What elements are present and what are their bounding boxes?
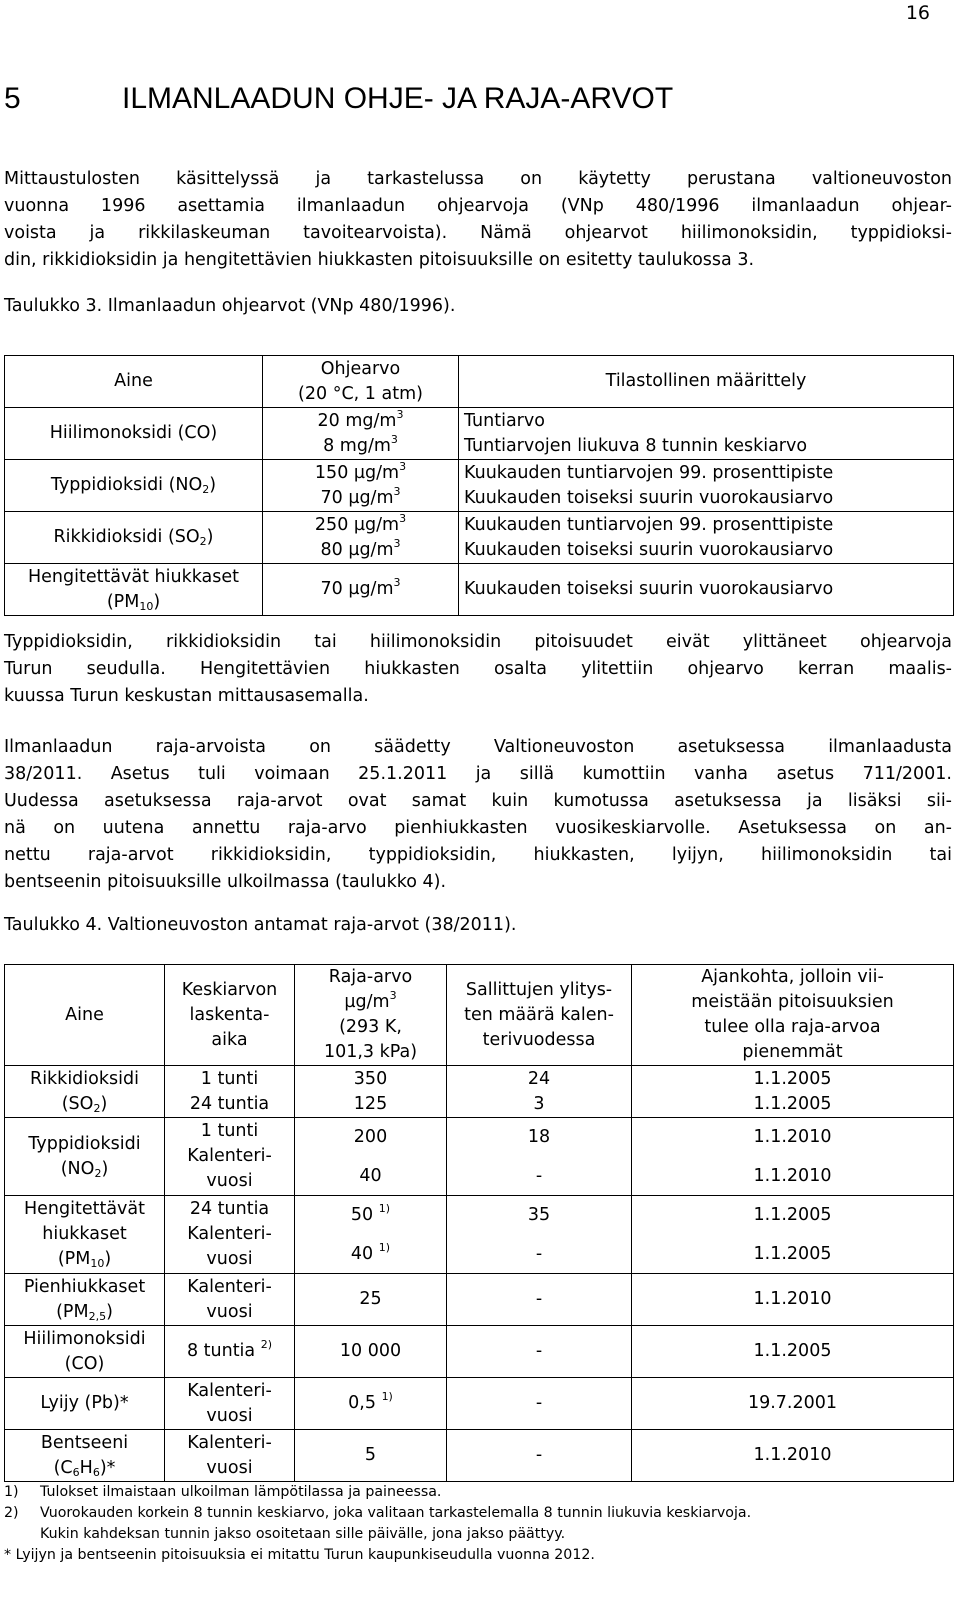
aine-sub: 2,5 — [88, 1309, 107, 1323]
cell-ajankohta: 19.7.2001 — [632, 1378, 954, 1430]
aine-end: ) — [206, 527, 214, 547]
value-text: 80 µg/m — [320, 539, 394, 560]
cell-aika — [165, 1118, 295, 1196]
paragraph-line: kuussa Turun keskustan mittausasemalla. — [4, 686, 369, 706]
unit-sup: 3 — [390, 432, 398, 446]
cell-tilasto: Kuukauden toiseksi suurin vuorokausiarvo — [459, 564, 954, 616]
cell-aika — [165, 1326, 295, 1378]
cell-line: Kalenteri- — [187, 1224, 272, 1244]
aine-sub: 6 — [92, 1465, 100, 1479]
value-line — [263, 461, 458, 486]
header-line: 101,3 kPa) — [323, 1042, 418, 1062]
cell-aine — [5, 1066, 165, 1118]
table-row — [5, 408, 954, 460]
header-line: Ajankohta, jolloin vii- — [701, 967, 884, 987]
table-row — [5, 564, 954, 616]
cell-aika — [165, 1378, 295, 1430]
aine-line: $(PM_{10})$ — [57, 1249, 112, 1270]
cell-sallitut — [447, 1196, 632, 1274]
cell-aine — [5, 1274, 165, 1326]
aine-line: (CO) — [64, 1353, 105, 1374]
header-line: tulee olla raja-arvoa — [704, 1017, 881, 1037]
cell-aika — [165, 1274, 295, 1326]
aika-text: 8 tuntia — [186, 1341, 256, 1361]
note-sup: 1) — [381, 1390, 393, 1403]
footnote — [4, 1545, 751, 1566]
header-line: meistään pitoisuuksien — [691, 992, 894, 1012]
cell-raja: 5 — [295, 1430, 447, 1482]
cell-line: 24 tuntia — [189, 1199, 270, 1219]
header-raja — [295, 965, 447, 1066]
paragraph-line: bentseenin pitoisuuksille ulkoilmassa (taulukko 4). — [4, 872, 447, 892]
note-sup: 1) — [378, 1240, 391, 1254]
cell-aine — [5, 1118, 165, 1196]
cell-ajankohta: 1.1.2005 — [632, 1326, 954, 1378]
value-text: 70 µg/m — [320, 579, 394, 599]
table-row — [5, 1378, 954, 1430]
cell-line: 1.1.2005 — [753, 1068, 832, 1089]
cell-line: Kalenteri- — [187, 1380, 272, 1401]
cell-aine: Hiilimonoksidi (CO) — [5, 408, 263, 460]
value-line — [263, 538, 458, 563]
cell-aine — [5, 564, 263, 616]
cell-sallitut: - — [447, 1378, 632, 1430]
unit-sup: 3 — [389, 989, 397, 1002]
cell-aika — [165, 1430, 295, 1482]
cell-line: 350 — [353, 1068, 388, 1089]
aine-line: Pienhiukkaset — [23, 1276, 146, 1297]
header-line: terivuodessa — [482, 1029, 596, 1050]
raja-value: 50 — [350, 1204, 374, 1225]
cell-line: 1 tunti — [200, 1121, 259, 1141]
aine-text: Typpidioksidi (NO — [50, 475, 203, 495]
table-row — [5, 965, 954, 1066]
aine-line: Rikkidioksidi — [30, 1068, 139, 1089]
aine-line: Hiilimonoksidi — [23, 1328, 146, 1349]
cell-ajankohta: 1.1.2010 — [632, 1274, 954, 1326]
aine-line — [5, 590, 262, 615]
cell-tilasto — [459, 408, 954, 460]
aine-text: (NO — [60, 1158, 95, 1179]
aine-sub: 2 — [94, 1166, 102, 1180]
cell-line: 18 — [527, 1126, 551, 1147]
table3 — [4, 355, 954, 616]
footnote-text: Vuorokauden korkein 8 tunnin keskiarvo, joka valitaan tarkastelemalla 8 tunnin liukuvia keskiarvoja. — [40, 1505, 752, 1521]
cell-line — [295, 1242, 446, 1267]
value-line — [263, 434, 458, 459]
footnote-text: Tulokset ilmaistaan ulkoilman lämpötilassa ja paineessa. — [40, 1484, 442, 1500]
header-line: aika — [211, 1029, 248, 1050]
intro-paragraph — [4, 166, 952, 274]
stat-line: Tuntiarvo — [464, 410, 545, 431]
value-line — [263, 513, 458, 538]
cell-raja — [295, 1118, 447, 1196]
cell-line: vuosi — [206, 1301, 253, 1322]
aine-sub: 10 — [90, 1257, 105, 1270]
unit-sup: 3 — [396, 407, 404, 421]
cell-aika — [165, 1066, 295, 1118]
value-text: 250 µg/m — [314, 514, 400, 535]
table-row — [5, 1196, 954, 1274]
unit-sup: 3 — [399, 511, 407, 525]
header-ajankohta — [632, 965, 954, 1066]
cell-ohjearvo — [263, 512, 459, 564]
aine-text: (C — [53, 1457, 73, 1478]
aine-line: $(SO_2)$ — [61, 1093, 108, 1115]
cell-ajankohta — [632, 1196, 954, 1274]
cell-line: 35 — [527, 1204, 551, 1225]
stat-line: Kuukauden tuntiarvojen 99. prosenttipiste — [464, 514, 834, 535]
cell-line: 1.1.2005 — [753, 1204, 832, 1225]
chapter-title: ILMANLAADUN OHJE- JA RAJA-ARVOT — [122, 82, 674, 115]
value-text: 20 mg/m — [317, 410, 397, 431]
cell-aine — [5, 1196, 165, 1274]
cell-sallitut — [447, 1118, 632, 1196]
aine-text: )* — [99, 1457, 116, 1478]
footnote — [4, 1503, 751, 1524]
cell-line: - — [535, 1243, 543, 1264]
table4 — [4, 964, 954, 1482]
cell-tilasto — [459, 460, 954, 512]
footnote — [4, 1524, 751, 1545]
paragraph-line: vuonna 1996 asettamia ilmanlaadun ohjearvoja (VNp 480/1996 ilmanlaadun ohjear- — [4, 196, 952, 216]
paragraph-3 — [4, 734, 952, 896]
value-line — [263, 486, 458, 511]
header-line: Keskiarvon — [181, 979, 278, 1000]
aine-line: $(PM_{2,5})$ — [56, 1301, 113, 1323]
note-sup: 1) — [378, 1201, 391, 1215]
paragraph-line: nettu raja-arvot rikkidioksidin, typpidioksidin, hiukkasten, lyijyn, hiilimonoksidin tai — [4, 845, 952, 865]
value-text: 8 mg/m — [323, 435, 391, 456]
header-line: Sallittujen ylitys- — [465, 979, 613, 1000]
cell-raja — [295, 1378, 447, 1430]
header-text: µg/m — [344, 992, 390, 1012]
table4-caption: Taulukko 4. Valtioneuvoston antamat raja-arvot (38/2011). — [4, 915, 517, 935]
table-row — [5, 1274, 954, 1326]
table-row — [5, 512, 954, 564]
unit-sup: 3 — [399, 459, 407, 473]
value-line — [263, 409, 458, 434]
page-number: 16 — [905, 2, 930, 24]
paragraph-line: Uudessa asetuksessa raja-arvot ovat samat kuin kumotussa asetuksessa ja lisäksi sii- — [4, 791, 952, 811]
cell-raja: 25 — [295, 1274, 447, 1326]
header-tilasto: Tilastollinen määrittely — [459, 356, 954, 408]
paragraph-line: 38/2011. Asetus tuli voimaan 25.1.2011 ja sillä kumottiin vanha asetus 711/2001. — [4, 764, 952, 784]
paragraph-line: Mittaustulosten käsittelyssä ja tarkastelussa on käytetty perustana valtioneuvoston — [4, 169, 952, 189]
footnote-mark: 2) — [4, 1505, 19, 1521]
unit-sup: 3 — [393, 484, 401, 498]
chapter-heading — [4, 82, 673, 116]
aine-line: Hengitettävät — [23, 1199, 145, 1219]
cell-line: vuosi — [206, 1249, 253, 1269]
header-line — [295, 990, 446, 1015]
cell-line: 1.1.2005 — [753, 1243, 832, 1264]
paragraph-line: Ilmanlaadun raja-arvoista on säädetty Valtioneuvoston asetuksessa ilmanlaadusta — [4, 737, 952, 757]
cell-line: Kalenteri- — [187, 1146, 272, 1166]
footnote-text: Kukin kahdeksan tunnin jakso osoitetaan sille päivälle, jona jakso päättyy. — [40, 1526, 566, 1542]
paragraph-2 — [4, 629, 952, 710]
value-text: 70 µg/m — [320, 487, 394, 508]
aine-end: ) — [209, 475, 217, 495]
cell-aine — [5, 460, 263, 512]
cell-line: Kalenteri- — [187, 1432, 272, 1453]
cell-raja: 10 000 — [295, 1326, 447, 1378]
stat-line: Kuukauden toiseksi suurin vuorokausiarvo — [464, 487, 834, 508]
aine-line: $(NO_2)$ — [60, 1158, 109, 1180]
cell-ohjearvo — [263, 460, 459, 512]
header-ohjearvo — [263, 356, 459, 408]
aine-line: Bentseeni — [40, 1432, 129, 1453]
cell-ajankohta — [632, 1066, 954, 1118]
header-line: ten määrä kalen- — [464, 1004, 614, 1025]
aine-line — [5, 1456, 164, 1481]
aine-text: (PM — [106, 591, 140, 612]
paragraph-line: din, rikkidioksidin ja hengitettävien hiukkasten pitoisuuksille on esitetty taulukossa 3. — [4, 250, 755, 270]
raja-value: 0,5 — [348, 1393, 376, 1413]
header-aine: Aine — [5, 965, 165, 1066]
aine-text: (SO — [61, 1093, 94, 1114]
aine-text: (PM — [56, 1301, 89, 1322]
cell-line: vuosi — [206, 1171, 253, 1191]
cell-line: 3 — [533, 1093, 545, 1114]
raja-value: 40 — [350, 1243, 374, 1264]
aine-text: Rikkidioksidi (SO — [53, 527, 200, 547]
cell-line: 24 tuntia — [189, 1093, 270, 1114]
footnote — [4, 1482, 751, 1503]
cell-line — [295, 1203, 446, 1228]
stat-line: Tuntiarvojen liukuva 8 tunnin keskiarvo — [464, 435, 808, 456]
table-row — [5, 356, 954, 408]
header-sallitut — [447, 965, 632, 1066]
cell-aine — [5, 1326, 165, 1378]
cell-line: 1.1.2005 — [753, 1093, 832, 1114]
unit-sup: 3 — [393, 536, 401, 550]
table3-caption: Taulukko 3. Ilmanlaadun ohjearvot (VNp 480/1996). — [4, 296, 456, 316]
paragraph-line: Typpidioksidin, rikkidioksidin tai hiilimonoksidin pitoisuudet eivät ylittäneet ohjearvoja — [4, 632, 952, 652]
header-line: pienemmät — [742, 1042, 843, 1062]
aine-end: ) — [153, 591, 161, 612]
cell-tilasto — [459, 512, 954, 564]
header-ohjearvo-line: Ohjearvo — [320, 358, 401, 379]
cell-line: 200 — [353, 1126, 388, 1147]
header-line: laskenta- — [189, 1004, 270, 1025]
table-row — [5, 1326, 954, 1378]
aine-sub: 2 — [199, 535, 207, 548]
cell-sallitut: - — [447, 1430, 632, 1482]
cell-aika — [165, 1196, 295, 1274]
note-sup: 2) — [260, 1338, 273, 1351]
cell-line: 1.1.2010 — [753, 1165, 832, 1186]
cell-aine — [5, 512, 263, 564]
cell-sallitut — [447, 1066, 632, 1118]
aine-line: Typpidioksidi — [28, 1133, 141, 1154]
paragraph-line: Turun seudulla. Hengitettävien hiukkasten osalta ylitettiin ohjearvo kerran maalis- — [4, 659, 952, 679]
cell-line: vuosi — [206, 1457, 253, 1478]
cell-sallitut: - — [447, 1326, 632, 1378]
cell-aine: Lyijy (Pb)* — [5, 1378, 165, 1430]
footnote-mark: 1) — [4, 1484, 19, 1500]
table-row — [5, 1066, 954, 1118]
aine-text: H — [79, 1457, 93, 1478]
cell-line: - — [535, 1165, 543, 1186]
cell-ajankohta — [632, 1118, 954, 1196]
stat-line: Kuukauden tuntiarvojen 99. prosenttipiste — [464, 462, 834, 483]
aine-sub: 6 — [72, 1465, 80, 1479]
cell-line: 125 — [353, 1093, 388, 1114]
cell-ajankohta: 1.1.2010 — [632, 1430, 954, 1482]
aine-sub: 2 — [93, 1101, 101, 1115]
aine-sub: 2 — [202, 483, 210, 496]
footnote-text: Lyijyn ja bentseenin pitoisuuksia ei mitattu Turun kaupunkiseudulla vuonna 2012. — [15, 1547, 595, 1563]
cell-line: vuosi — [206, 1405, 253, 1426]
header-aika — [165, 965, 295, 1066]
footnote-mark: * — [4, 1547, 12, 1563]
cell-ohjearvo — [263, 408, 459, 460]
cell-line: 1 tunti — [200, 1068, 259, 1089]
header-aine: Aine — [5, 356, 263, 408]
cell-raja — [295, 1066, 447, 1118]
cell-line: Kalenteri- — [187, 1276, 272, 1297]
aine-text: Hengitettävät hiukkaset — [27, 566, 240, 587]
cell-aine — [5, 1430, 165, 1482]
aine-line: hiukkaset — [42, 1224, 127, 1244]
stat-line: Kuukauden toiseksi suurin vuorokausiarvo — [464, 539, 834, 560]
table-row — [5, 1430, 954, 1482]
cell-line: 1.1.2010 — [753, 1126, 832, 1147]
chapter-number: 5 — [4, 82, 21, 115]
header-line: Raja-arvo — [328, 967, 413, 987]
cell-sallitut: - — [447, 1274, 632, 1326]
cell-line: 24 — [527, 1068, 551, 1089]
header-line: (293 K, — [339, 1017, 402, 1037]
table-row — [5, 1118, 954, 1196]
unit-sup: 3 — [393, 576, 401, 589]
table-row — [5, 460, 954, 512]
aine-sub: 10 — [139, 599, 154, 613]
cell-line: 40 — [359, 1165, 382, 1186]
cell-ohjearvo — [263, 564, 459, 616]
aine-text: (PM — [57, 1249, 91, 1269]
header-ohjearvo-line: (20 °C, 1 atm) — [298, 383, 423, 404]
paragraph-line: nä on uutena annettu raja-arvo pienhiukkasten vuosikeskiarvolle. Asetuksessa on an- — [4, 818, 952, 838]
footnotes — [4, 1482, 751, 1566]
cell-raja — [295, 1196, 447, 1274]
paragraph-line: voista ja rikkilaskeuman tavoitearvoista). Nämä ohjearvot hiilimonoksidin, typpidioksi- — [4, 223, 952, 243]
value-text: 150 µg/m — [314, 462, 400, 483]
